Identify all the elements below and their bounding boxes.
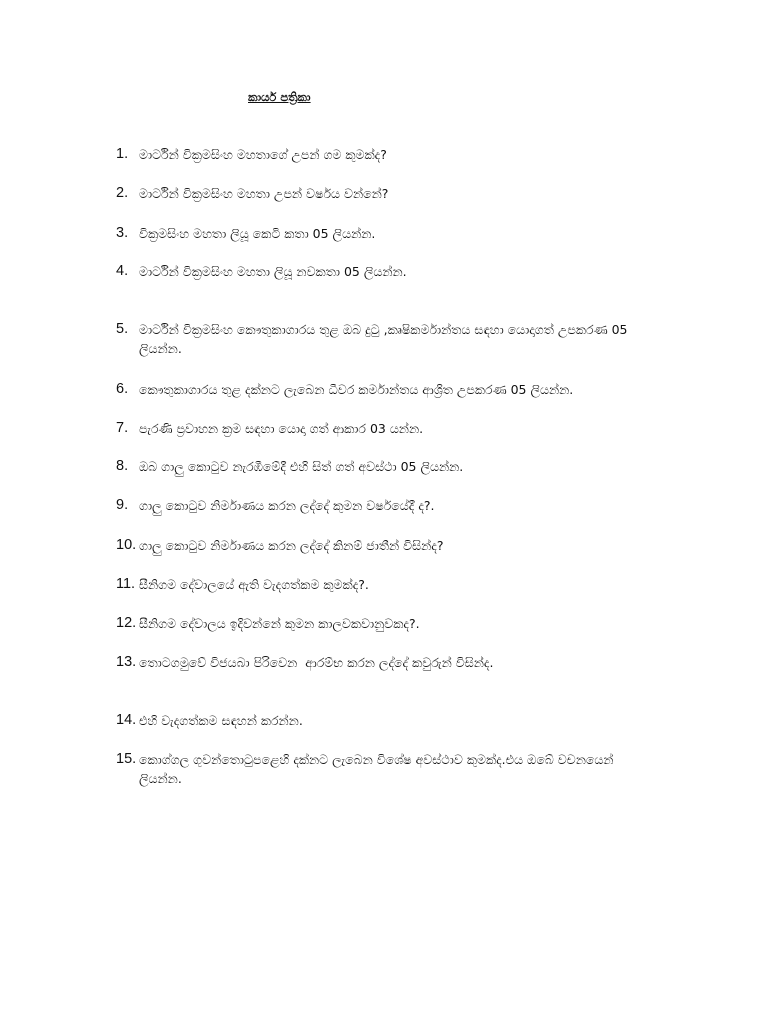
question-item xyxy=(116,320,656,358)
question-item xyxy=(116,750,656,788)
question-text: මාර්ටින් වික්‍රමසිංහ මහතා උපන් වර්ෂය වන්නේ? xyxy=(139,186,389,201)
question-text: සීනිගම දේවාලයේ ඇති වැදගත්කම කුමක්ද?. xyxy=(139,577,369,592)
question-number: 4. xyxy=(116,263,129,279)
question-text: එහි වැදගත්කම සඳහන් කරන්න. xyxy=(139,713,303,728)
question-number: 5. xyxy=(116,321,129,337)
question-number: 8. xyxy=(116,458,129,474)
question-item xyxy=(116,614,656,633)
question-text: ගාලු කොටුව නිර්මාණය කරන ලද්දේ කිනම් ජාතීන් විසින්ද? xyxy=(139,538,444,553)
question-text: කොග්ගල ගුවන්තොටුපළෙහි දක්නට ලැබෙන විශේෂ අවස්ථාව කුමක්ද.එය ඔබේ වචනයෙන් ලියන්න. xyxy=(139,752,618,786)
question-number: 6. xyxy=(116,381,129,397)
question-number: 13. xyxy=(116,654,137,670)
question-item xyxy=(116,419,656,438)
question-text: තොටගමුවේ විජයබා පිරිවෙන ආරම්භ කරන ලද්දේ කවුරුන් විසින්ද. xyxy=(139,655,494,670)
question-text: වික්‍රමසිංහ මහතා ලියූ කෙටි කතා 05 ලියන්න. xyxy=(139,226,376,241)
question-text: කෞතුකාගාරය තුළ දක්නට ලැබෙන ධීවර කර්මාන්තය ආශ්‍රිත උපකරණ 05 ලියන්න. xyxy=(139,382,574,397)
question-item xyxy=(116,262,656,281)
question-number: 15. xyxy=(116,751,137,767)
question-item xyxy=(116,184,656,203)
question-text: සීනිගම දේවාලය ඉදිවන්නේ කුමන කාලවකවානුවකද?. xyxy=(139,616,420,631)
question-item xyxy=(116,380,656,399)
question-item xyxy=(116,653,656,672)
question-number: 10. xyxy=(116,537,137,553)
question-item xyxy=(116,711,656,730)
page-title: කාර්ය පත්‍රිකා xyxy=(248,90,311,104)
question-text: මාර්ටින් වික්‍රමසිංහ කෞතුකාගාරය තුළ ඔබ දුටු ,කෘෂිකර්මාන්තය සඳහා යොදාගත් උපකරණ 05 ලියන්න. xyxy=(139,322,632,356)
question-text: ඔබ ගාලු කොටුව නැරඹීමේදී එහි සිත් ගත් අවස්ථා 05 ලියන්න. xyxy=(139,459,464,474)
question-text: මාර්ටින් වික්‍රමසිංහ මහතාගේ උපන් ගම කුමක්ද? xyxy=(139,147,387,162)
question-item xyxy=(116,224,656,243)
question-item xyxy=(116,575,656,594)
question-text: ගාලු කොටුව නිර්මාණය කරන ලද්දේ කුමන වර්ෂයේදී ද?. xyxy=(139,498,435,513)
question-number: 11. xyxy=(116,576,136,592)
question-number: 7. xyxy=(116,420,129,436)
question-number: 12. xyxy=(116,615,137,631)
question-item xyxy=(116,457,656,476)
question-item xyxy=(116,145,656,164)
question-number: 14. xyxy=(116,712,137,728)
question-number: 2. xyxy=(116,185,129,201)
question-number: 3. xyxy=(116,225,129,241)
question-item xyxy=(116,496,656,515)
question-text: පැරණි ප්‍රවාහන ක්‍රම සඳහා යොදා ගත් ආකාර 03 යන්න. xyxy=(139,421,424,436)
question-number: 9. xyxy=(116,497,129,513)
question-number: 1. xyxy=(116,146,129,162)
question-item xyxy=(116,536,656,555)
question-text: මාර්ටින් වික්‍රමසිංහ මහතා ලියූ නවකතා 05 ලියන්න. xyxy=(139,264,407,279)
